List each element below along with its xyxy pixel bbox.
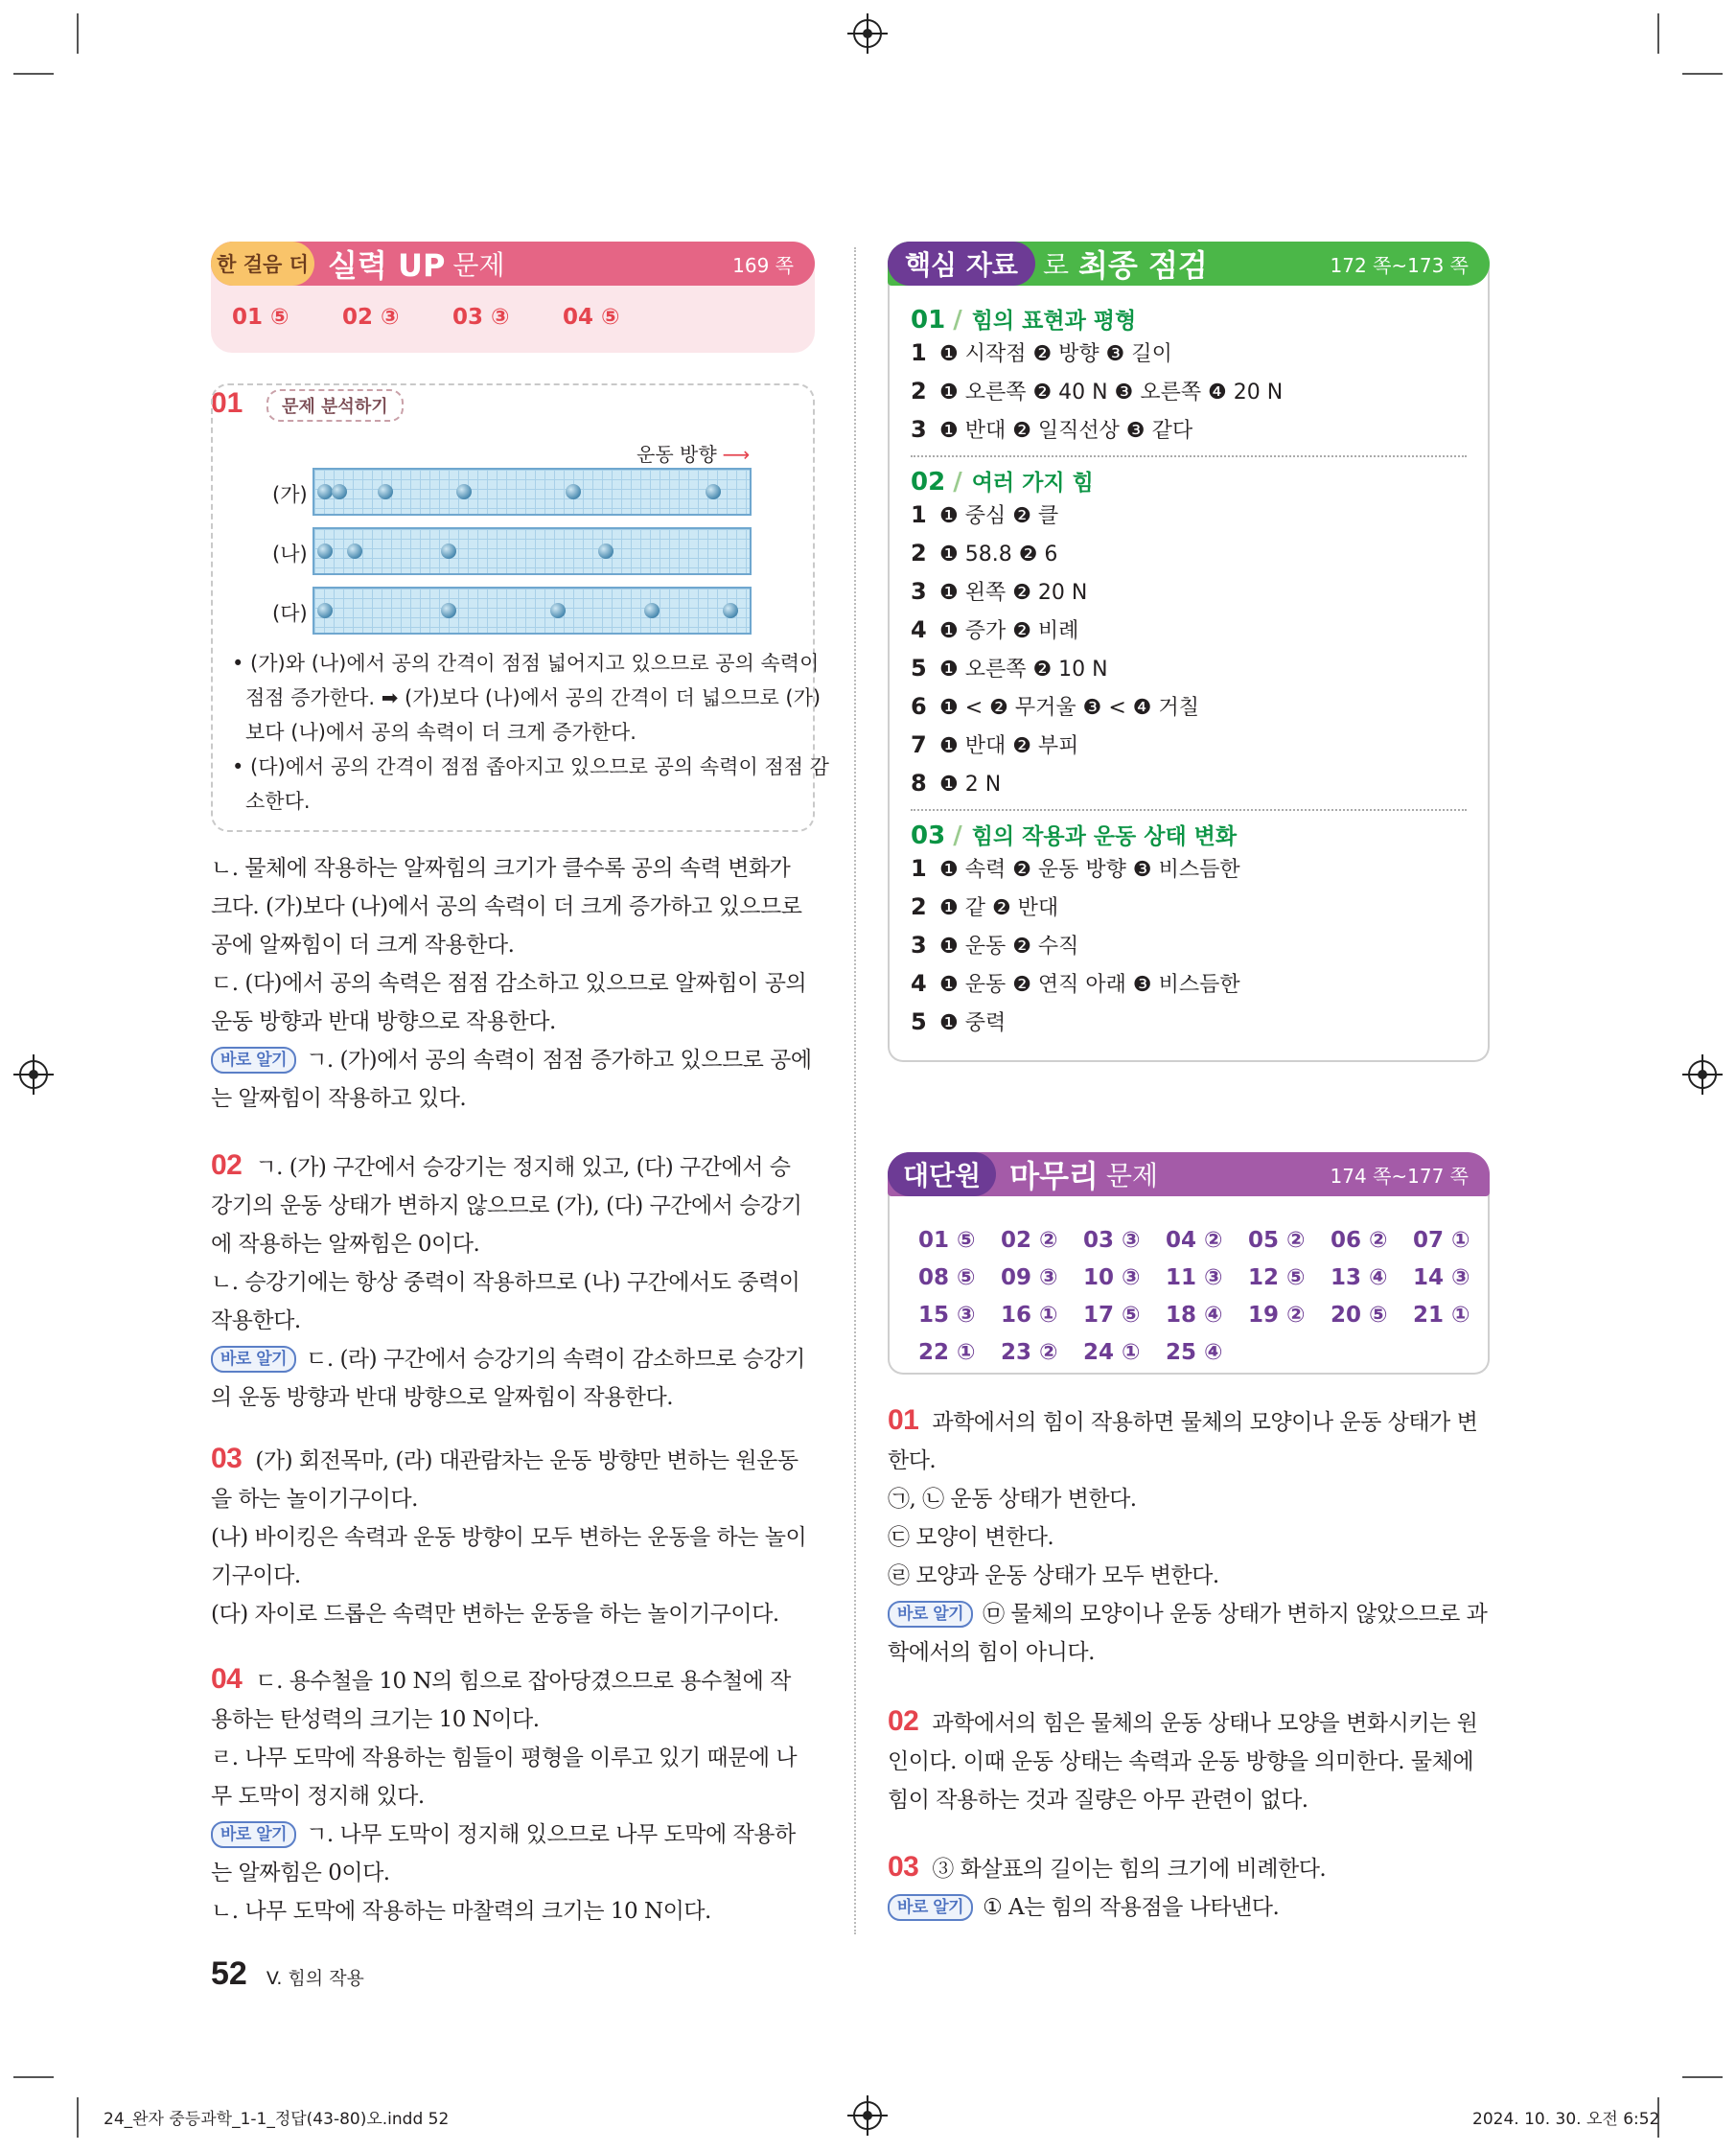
badge-text: ㄱ. 나무 도막이 정지해 있으므로 나무 도막에 작용하 bbox=[306, 1822, 796, 1847]
ball bbox=[723, 603, 738, 618]
answer-item: 11 ③ bbox=[1166, 1265, 1223, 1290]
section-title: 힘의 표현과 평형 bbox=[971, 309, 1137, 334]
crop-mark bbox=[13, 73, 54, 75]
row-label-ga: (가) bbox=[272, 483, 308, 506]
text-line: ㄴ. 승강기에는 항상 중력이 작용하므로 (나) 구간에서도 중력이 bbox=[211, 1270, 800, 1295]
answer-item: 08 ⑤ bbox=[918, 1265, 976, 1290]
text-line: 는 알짜힘은 0이다. bbox=[211, 1861, 390, 1885]
section-number: 02 bbox=[911, 468, 946, 497]
text-line: 기구이다. bbox=[211, 1563, 301, 1588]
final-title: 대단원 bbox=[888, 1152, 996, 1196]
core-item: 2 ❶ 같 ❷ 반대 bbox=[911, 893, 1059, 920]
text-line bbox=[211, 1660, 824, 1700]
correct-badge: 바로 알기 bbox=[211, 1346, 296, 1373]
chapter-label: V. 힘의 작용 bbox=[266, 1968, 364, 1989]
q01-body bbox=[211, 849, 824, 1118]
text-line: 학에서의 힘이 아니다. bbox=[888, 1640, 1095, 1665]
ball bbox=[644, 603, 660, 618]
answer-item: 03 ③ bbox=[1083, 1228, 1141, 1253]
text-line bbox=[888, 1888, 1497, 1927]
registration-mark-icon bbox=[19, 1060, 48, 1089]
text-line: 강기의 운동 상태가 변하지 않으므로 (가), (다) 구간에서 승강기 bbox=[211, 1193, 802, 1218]
text-line: ㄷ. (다)에서 공의 속력은 점점 감소하고 있으므로 알짜힘이 공의 bbox=[211, 971, 807, 996]
correct-badge: 바로 알기 bbox=[888, 1894, 973, 1921]
section-heading bbox=[911, 819, 1467, 850]
answer-item: 16 ① bbox=[1001, 1303, 1058, 1328]
core-item: 8 ❶ 2 N bbox=[911, 770, 1002, 797]
ball bbox=[441, 544, 456, 559]
answer-item: 04 ② bbox=[1166, 1228, 1223, 1253]
up-tag: 한 걸음 더 bbox=[211, 242, 314, 286]
f03-body bbox=[888, 1848, 1497, 1927]
text: ③ 화살표의 길이는 힘의 크기에 비례한다. bbox=[932, 1857, 1327, 1882]
answer-item: 14 ③ bbox=[1413, 1265, 1470, 1290]
section-title: 힘의 작용과 운동 상태 변화 bbox=[971, 824, 1238, 849]
answer-item: 13 ④ bbox=[1331, 1265, 1388, 1290]
track-na bbox=[312, 527, 752, 575]
analysis-bullet: 점점 증가한다. ➡ (가)보다 (나)에서 공의 간격이 더 넓으므로 (가) bbox=[245, 686, 822, 709]
answer-item: 04 ⑤ bbox=[563, 305, 620, 330]
answer-item: 25 ④ bbox=[1166, 1340, 1223, 1365]
badge-text: ① A는 힘의 작용점을 나타낸다. bbox=[983, 1895, 1280, 1920]
f02-body bbox=[888, 1702, 1497, 1819]
ball bbox=[332, 484, 347, 499]
row-label-na: (나) bbox=[272, 543, 308, 566]
core-item: 6 ❶ < ❷ 무거울 ❸ < ❹ 거칠 bbox=[911, 693, 1199, 720]
core-item: 4 ❶ 운동 ❷ 연직 아래 ❸ 비스듬한 bbox=[911, 970, 1240, 997]
answer-item: 10 ③ bbox=[1083, 1265, 1141, 1290]
analysis-tag bbox=[266, 389, 404, 422]
up-header bbox=[211, 242, 815, 286]
text-line bbox=[211, 1041, 824, 1079]
up-answers bbox=[232, 305, 673, 330]
final-title2: 마무리 bbox=[1009, 1158, 1099, 1194]
text-line: 한다. bbox=[888, 1448, 937, 1473]
q04-number: 04 bbox=[211, 1663, 243, 1695]
text: 과학에서의 힘은 물체의 운동 상태나 모양을 변화시키는 원 bbox=[932, 1711, 1478, 1736]
answer-item: 02 ③ bbox=[342, 305, 400, 330]
core-item: 7 ❶ 반대 ❷ 부피 bbox=[911, 731, 1079, 758]
badge-text: ㉤ 물체의 모양이나 운동 상태가 변하지 않았으므로 과 bbox=[983, 1602, 1488, 1627]
core-item: 1 ❶ 속력 ❷ 운동 방향 ❸ 비스듬한 bbox=[911, 855, 1240, 882]
text-line: 인이다. 이때 운동 상태는 속력과 운동 방향을 의미한다. 물체에 bbox=[888, 1749, 1474, 1774]
core-title: 핵심 자료 bbox=[888, 242, 1035, 286]
text-line: 공에 알짜힘이 더 크게 작용한다. bbox=[211, 933, 515, 958]
arrow-right-icon: ⟶ bbox=[722, 443, 751, 466]
registration-mark-icon bbox=[853, 2101, 882, 2130]
core-pages: 172 쪽~173 쪽 bbox=[1330, 253, 1469, 277]
answer-item: 22 ① bbox=[918, 1340, 976, 1365]
text-line bbox=[211, 1440, 824, 1480]
up-pages: 169 쪽 bbox=[732, 253, 794, 277]
row-label-da: (다) bbox=[272, 602, 308, 625]
q02-number: 02 bbox=[211, 1149, 243, 1181]
core-item: 2 ❶ 58.8 ❷ 6 bbox=[911, 540, 1058, 567]
f02-number: 02 bbox=[888, 1705, 919, 1737]
track-ga bbox=[312, 468, 752, 516]
final-title3: 문제 bbox=[1105, 1160, 1159, 1191]
q03-body bbox=[211, 1440, 824, 1633]
analysis-bullet: • (다)에서 공의 간격이 점점 좁아지고 있으므로 공의 속력이 점점 감 bbox=[232, 755, 829, 778]
answer-item: 05 ② bbox=[1248, 1228, 1306, 1253]
slash-icon: / bbox=[953, 306, 962, 335]
ball bbox=[706, 484, 721, 499]
crop-mark bbox=[77, 13, 79, 54]
registration-mark-icon bbox=[1688, 1060, 1717, 1089]
analysis-bullet: 보다 (나)에서 공의 속력이 더 크게 증가한다. bbox=[245, 721, 637, 744]
core-item: 4 ❶ 증가 ❷ 비례 bbox=[911, 616, 1079, 643]
text-line: ㉠, ㉡ 운동 상태가 변한다. bbox=[888, 1487, 1137, 1512]
analysis-bullet: • (가)와 (나)에서 공의 간격이 점점 넓어지고 있으므로 공의 속력이 bbox=[232, 652, 820, 675]
ball bbox=[550, 603, 566, 618]
core-item: 3 ❶ 반대 ❷ 일직선상 ❸ 같다 bbox=[911, 416, 1193, 443]
page-footer bbox=[211, 1955, 364, 1993]
ball bbox=[378, 484, 393, 499]
answer-item: 09 ③ bbox=[1001, 1265, 1058, 1290]
answer-item: 18 ④ bbox=[1166, 1303, 1223, 1328]
text-line bbox=[888, 1702, 1497, 1743]
text-line: 작용한다. bbox=[211, 1308, 301, 1333]
slash-icon: / bbox=[953, 821, 962, 850]
slash-icon: / bbox=[953, 468, 962, 497]
answer-item: 23 ② bbox=[1001, 1340, 1058, 1365]
text-line: 크다. (가)보다 (나)에서 공의 속력이 더 크게 증가하고 있으므로 bbox=[211, 894, 802, 919]
final-answers bbox=[918, 1227, 1495, 1367]
answer-item: 24 ① bbox=[1083, 1340, 1141, 1365]
answer-item: 19 ② bbox=[1248, 1303, 1306, 1328]
ball bbox=[441, 603, 456, 618]
core-item: 5 ❶ 중력 bbox=[911, 1008, 1007, 1035]
answer-item: 20 ⑤ bbox=[1331, 1303, 1388, 1328]
text: ㄷ. 용수철을 10 N의 힘으로 잡아당겼으므로 용수철에 작 bbox=[255, 1669, 791, 1694]
direction-text: 운동 방향 bbox=[637, 443, 717, 466]
direction-label bbox=[637, 439, 750, 467]
text-line: (나) 바이킹은 속력과 운동 방향이 모두 변하는 운동을 하는 놀이 bbox=[211, 1525, 807, 1550]
core-item: 3 ❶ 왼쪽 ❷ 20 N bbox=[911, 578, 1088, 605]
text: 과학에서의 힘이 작용하면 물체의 모양이나 운동 상태가 변 bbox=[932, 1410, 1478, 1435]
core-content bbox=[911, 303, 1467, 1042]
text-line bbox=[211, 1816, 824, 1854]
text: (가) 회전목마, (라) 대관람차는 운동 방향만 변하는 원운동 bbox=[255, 1448, 799, 1473]
ball bbox=[317, 484, 333, 499]
section-number: 03 bbox=[911, 821, 946, 850]
ball bbox=[456, 484, 472, 499]
badge-text: ㄷ. (라) 구간에서 승강기의 속력이 감소하므로 승강기 bbox=[306, 1347, 805, 1372]
correct-badge: 바로 알기 bbox=[211, 1047, 296, 1074]
answer-item: 12 ⑤ bbox=[1248, 1265, 1306, 1290]
text-line: 의 운동 방향과 반대 방향으로 알짜힘이 작용한다. bbox=[211, 1385, 674, 1410]
text-line: ㄴ. 물체에 작용하는 알짜힘의 크기가 클수록 공의 속력 변화가 bbox=[211, 856, 791, 881]
crop-mark bbox=[1682, 2076, 1723, 2078]
answer-item: 07 ① bbox=[1413, 1228, 1470, 1253]
crop-mark bbox=[1657, 13, 1659, 54]
answer-item: 06 ② bbox=[1331, 1228, 1388, 1253]
final-pages: 174 쪽~177 쪽 bbox=[1330, 1164, 1469, 1188]
answer-item: 21 ① bbox=[1413, 1303, 1470, 1328]
analysis-tag-label: 문제 분석하기 bbox=[282, 397, 388, 417]
answer-item: 15 ③ bbox=[918, 1303, 976, 1328]
ball bbox=[566, 484, 581, 499]
up-title: 실력 UP bbox=[328, 247, 446, 284]
column-divider bbox=[854, 247, 856, 1934]
registration-mark-icon bbox=[853, 19, 882, 48]
text-line bbox=[888, 1595, 1497, 1633]
ball bbox=[317, 544, 333, 559]
answer-item: 01 ⑤ bbox=[918, 1228, 976, 1253]
q04-body bbox=[211, 1660, 824, 1931]
final-header bbox=[888, 1152, 1490, 1196]
core-item: 1 ❶ 시작점 ❷ 방향 ❸ 길이 bbox=[911, 339, 1172, 366]
print-info-left: 24_완자 중등과학_1-1_정답(43-80)오.indd 52 bbox=[104, 2110, 450, 2129]
answer-item: 03 ③ bbox=[452, 305, 510, 330]
q03-number: 03 bbox=[211, 1443, 243, 1474]
print-info-right: 2024. 10. 30. 오전 6:52 bbox=[1472, 2110, 1660, 2129]
text-line bbox=[211, 1146, 824, 1187]
core-title2: 최종 점검 bbox=[1078, 247, 1208, 284]
text-line: ㉢ 모양이 변한다. bbox=[888, 1525, 1054, 1550]
correct-badge: 바로 알기 bbox=[888, 1601, 973, 1628]
text-line: ㉣ 모양과 운동 상태가 모두 변한다. bbox=[888, 1563, 1219, 1588]
q02-body bbox=[211, 1146, 824, 1417]
text-line: 에 작용하는 알짜힘은 0이다. bbox=[211, 1232, 480, 1257]
text-line bbox=[888, 1848, 1497, 1888]
text-line: 용하는 탄성력의 크기는 10 N이다. bbox=[211, 1707, 540, 1732]
text-line: (다) 자이로 드롭은 속력만 변하는 운동을 하는 놀이기구이다. bbox=[211, 1602, 779, 1627]
text-line: 힘이 작용하는 것과 질량은 아무 관련이 없다. bbox=[888, 1788, 1308, 1813]
ball bbox=[598, 544, 613, 559]
ball bbox=[347, 544, 362, 559]
text-line: 는 알짜힘이 작용하고 있다. bbox=[211, 1086, 467, 1111]
crop-mark bbox=[1682, 73, 1723, 75]
ball bbox=[317, 603, 333, 618]
track-da bbox=[312, 587, 752, 635]
text-line bbox=[888, 1401, 1497, 1442]
f01-number: 01 bbox=[888, 1404, 919, 1436]
text-line: ㄹ. 나무 도막에 작용하는 힘들이 평형을 이루고 있기 때문에 나 bbox=[211, 1746, 798, 1770]
core-item: 5 ❶ 오른쪽 ❷ 10 N bbox=[911, 655, 1108, 682]
f03-number: 03 bbox=[888, 1851, 919, 1883]
core-title-mid: 로 bbox=[1042, 249, 1070, 281]
correct-badge: 바로 알기 bbox=[211, 1821, 296, 1848]
core-item: 2 ❶ 오른쪽 ❷ 40 N ❸ 오른쪽 ❹ 20 N bbox=[911, 378, 1284, 405]
text-line bbox=[211, 1340, 824, 1378]
section-divider bbox=[911, 809, 1467, 811]
analysis-bullet: 소한다. bbox=[245, 790, 311, 813]
answer-item: 17 ⑤ bbox=[1083, 1303, 1141, 1328]
crop-mark bbox=[13, 2076, 54, 2078]
section-title: 여러 가지 힘 bbox=[971, 471, 1094, 496]
badge-text: ㄱ. (가)에서 공의 속력이 점점 증가하고 있으므로 공에 bbox=[306, 1048, 812, 1073]
section-divider bbox=[911, 455, 1467, 457]
crop-mark bbox=[77, 2097, 79, 2138]
core-item: 1 ❶ 중심 ❷ 클 bbox=[911, 501, 1059, 528]
page-number: 52 bbox=[211, 1955, 247, 1992]
f01-body bbox=[888, 1401, 1497, 1672]
up-title2: 문제 bbox=[452, 249, 505, 281]
answer-item: 02 ② bbox=[1001, 1228, 1058, 1253]
q01-number: 01 bbox=[211, 387, 243, 419]
text-line: 운동 방향과 반대 방향으로 작용한다. bbox=[211, 1009, 556, 1034]
text: ㄱ. (가) 구간에서 승강기는 정지해 있고, (다) 구간에서 승 bbox=[255, 1155, 791, 1180]
section-number: 01 bbox=[911, 306, 946, 335]
answer-item: 01 ⑤ bbox=[232, 305, 289, 330]
section-heading bbox=[911, 465, 1467, 497]
text-line: ㄴ. 나무 도막에 작용하는 마찰력의 크기는 10 N이다. bbox=[211, 1899, 711, 1924]
text-line: 을 하는 놀이기구이다. bbox=[211, 1487, 418, 1512]
core-item: 3 ❶ 운동 ❷ 수직 bbox=[911, 932, 1079, 959]
text-line: 무 도막이 정지해 있다. bbox=[211, 1784, 425, 1809]
core-header bbox=[888, 242, 1490, 286]
section-heading bbox=[911, 303, 1467, 335]
